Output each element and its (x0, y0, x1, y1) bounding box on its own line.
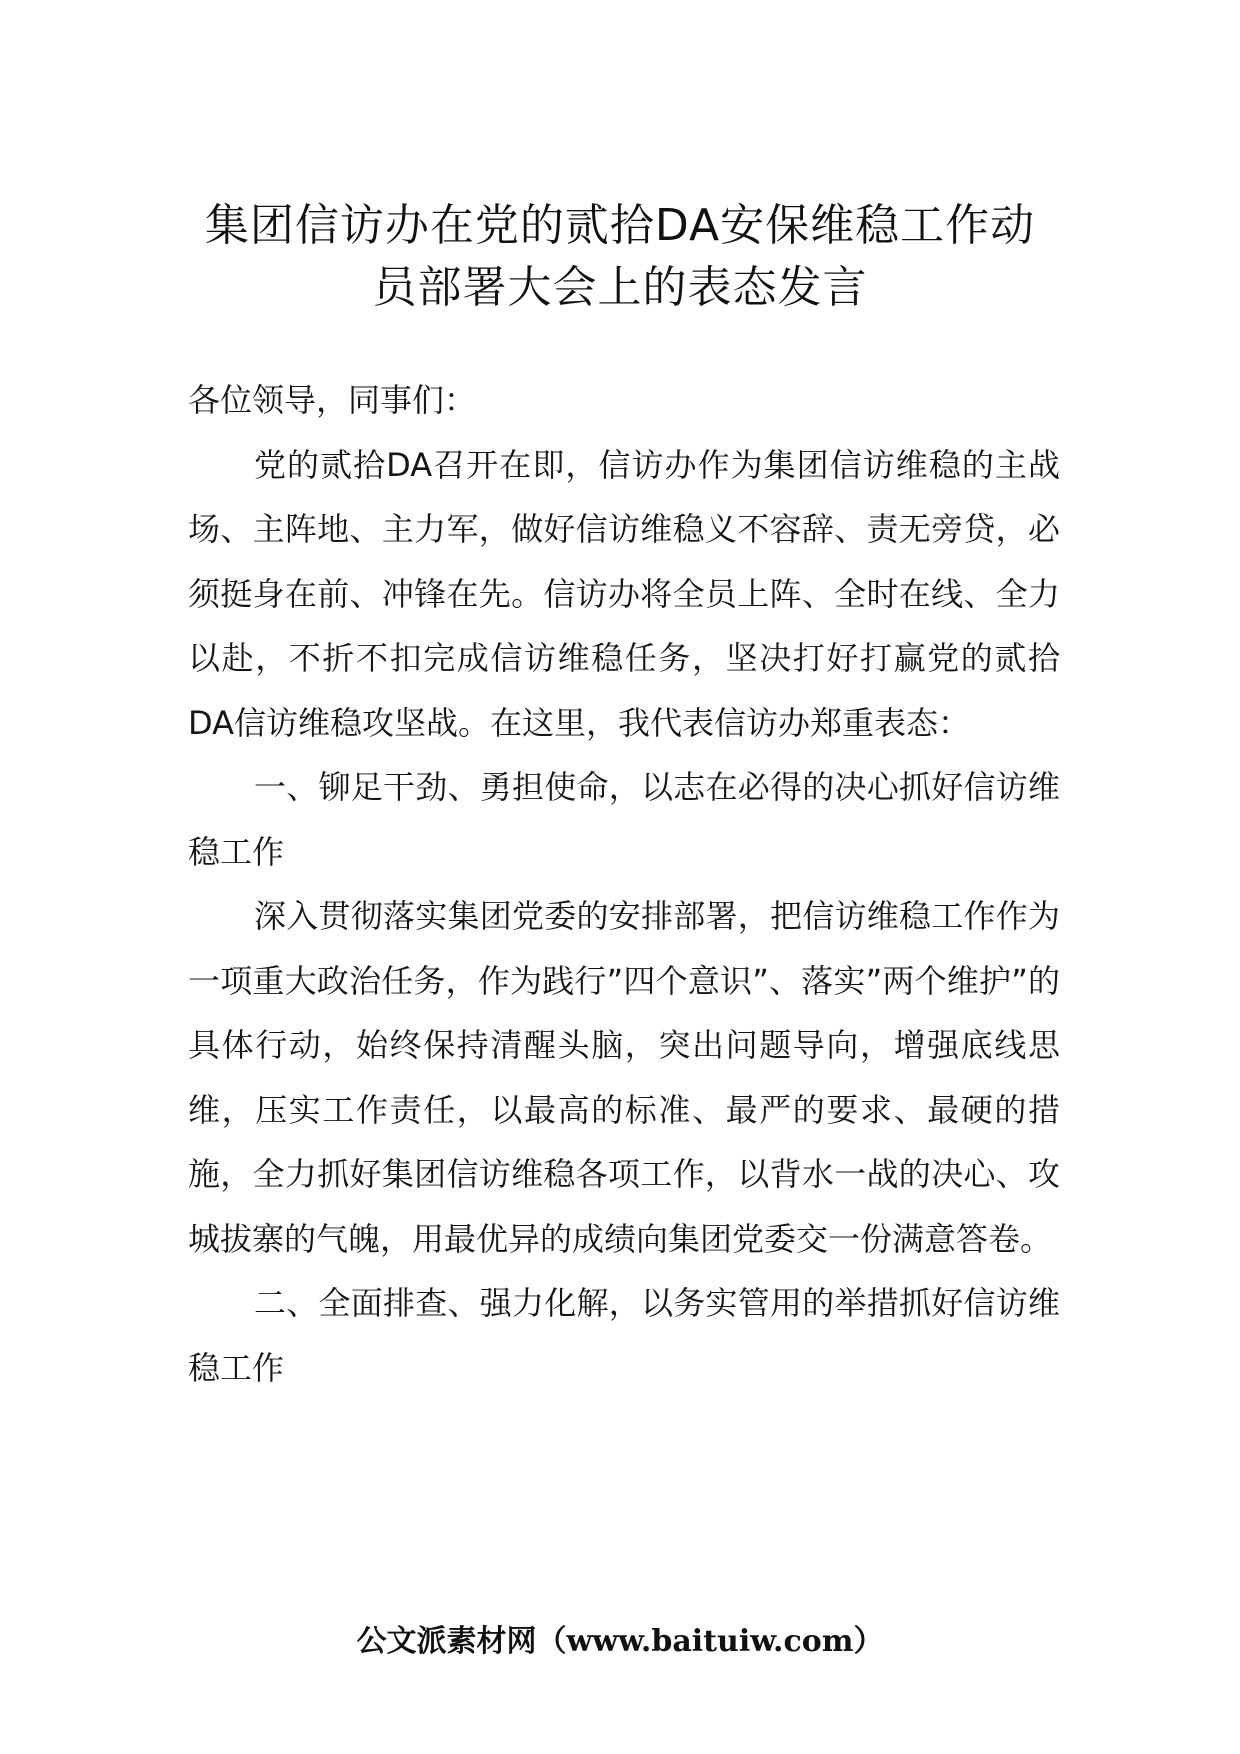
source-footer: 公文派素材网（www.baituiw.com） (356, 1624, 884, 1659)
salutation: 各位领导，同事们： (188, 381, 477, 419)
paragraph-section-1: 深入贯彻落实集团党委的安排部署，把信访维稳工作作为一项重大政治任务，作为践行”四个意识”、落实”两个维护”的具体行动，始终保持清醒头脑，突出问题导向，增强底线思维，压实工作责任，以最高的标准、最严的要求、最硬的措施，全力抓好集团信访维稳各项工作，以背水一战的决心、攻城拔寨的气魄，用最优异的成绩向集团党委交一份满意答卷。 (188, 897, 1060, 1258)
title-line-2: 员部署大会上的表态发言 (372, 262, 868, 313)
document-body (188, 368, 1060, 1400)
section-heading-1: 一、铆足干劲、勇担使命，以志在必得的决心抓好信访维稳工作 (188, 768, 1060, 871)
paragraph-intro: 党的贰拾DA召开在即，信访办作为集团信访维稳的主战场、主阵地、主力军，做好信访维稳义不容辞、责无旁贷，必须挺身在前、冲锋在先。信访办将全员上阵、全时在线、全力以赴，不折不扣完成信访维稳任务，坚决打好打赢党的贰拾DA信访维稳攻坚战。在这里，我代表信访办郑重表态： (188, 445, 1060, 742)
title-line-1: 集团信访办在党的贰拾DA安保维稳工作动 (204, 200, 1036, 251)
document-title (150, 195, 1090, 319)
section-heading-2: 二、全面排查、强力化解，以务实管用的举措抓好信访维稳工作 (188, 1284, 1060, 1387)
